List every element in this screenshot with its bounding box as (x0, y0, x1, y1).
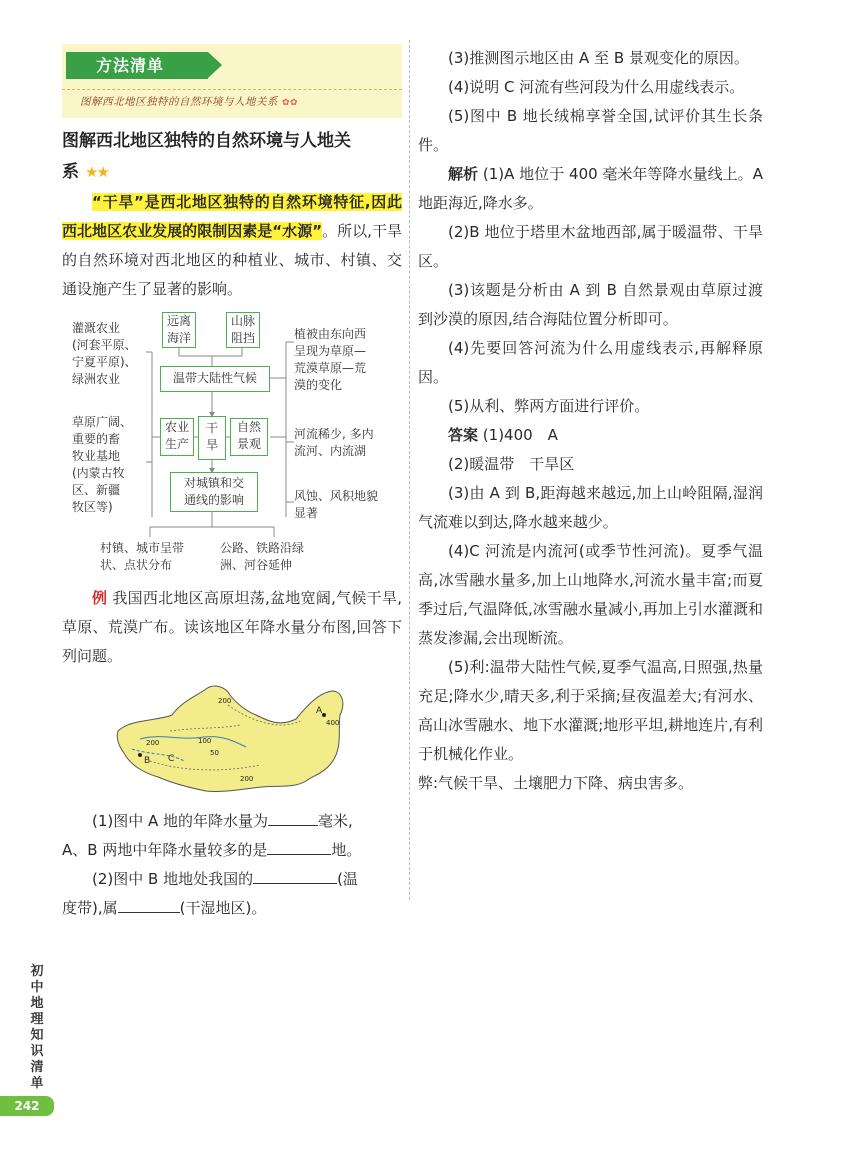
analysis-5: (5)从利、弊两方面进行评价。 (448, 397, 650, 415)
bottom-note-roads: 公路、铁路沿绿 洲、河谷延伸 (220, 541, 305, 572)
book-title-vertical: 初中地理知识清单 (30, 964, 44, 1091)
map-label-200c: 200 (240, 775, 254, 783)
column-divider (409, 40, 410, 900)
map-label-50: 50 (210, 749, 219, 757)
cause-box-ocean: 远离 海洋 (162, 312, 196, 348)
banner-divider (62, 89, 402, 90)
banner-tab: 方法清单 (66, 52, 208, 79)
question-4: (4)说明 C 河流有些河段为什么用虚线表示。 (448, 78, 745, 96)
answer-label: 答案 (448, 426, 479, 444)
section-title: 图解西北地区独特的自然环境与人地关 系 ★★ (62, 131, 351, 182)
map-label-a: A (316, 706, 323, 716)
climate-box: 温带大陆性气候 (160, 366, 270, 392)
analysis-4: (4)先要回答河流为什么用虚线表示,再解释原因。 (418, 339, 763, 386)
left-note-grassland: 草原广阔、 重要的畜 牧业基地 (内蒙古牧 区、新疆 牧区等) (72, 415, 133, 514)
question-5: (5)图中 B 地长绒棉享誉全国,试评价其生长条件。 (418, 107, 763, 154)
answer-blank[interactable] (268, 808, 318, 826)
page-number: 242 (0, 1096, 54, 1116)
map-label-100: 100 (198, 737, 212, 745)
question-1: (1)图中 A 地的年降水量为 毫米, A、B 两地中年降水量较多的是 地。 (62, 807, 402, 865)
relationship-diagram (62, 312, 402, 584)
map-label-b: B (144, 756, 151, 766)
analysis-2: (2)B 地位于塔里木盆地西部,属于暖温带、干旱区。 (418, 223, 763, 270)
answer-blank[interactable] (118, 895, 180, 913)
analysis-label: 解析 (448, 165, 479, 183)
map-label-400: 400 (326, 719, 340, 727)
method-banner (62, 44, 402, 118)
answer-3: (3)由 A 到 B,距海越来越远,加上山岭阻隔,湿润气流难以到达,降水越来越少。 (418, 484, 763, 531)
highlight-text: 因此西北地区农业发展的限制因素是“水源” (62, 193, 402, 240)
landscape-box: 自然 景观 (230, 418, 268, 456)
star-icon: ★★ (85, 163, 108, 181)
intro-paragraph: “干旱”是西北地区独特的自然环境特征,因此西北地区农业发展的限制因素是“水源”。所以,干旱的自然环境对西北地区的种植业、城市、村镇、交通设施产生了显著的影响。 (62, 193, 402, 298)
right-note-landform: 风蚀、风积地貌 显著 (294, 489, 379, 520)
answer-blank[interactable] (267, 837, 331, 855)
right-note-rivers: 河流稀少, 多内 流河、内流湖 (294, 427, 374, 458)
map-label-c: C (168, 754, 175, 764)
agri-box: 农业 生产 (160, 418, 194, 456)
answer-5: (5)利:温带大陆性气候,夏季气温高,日照强,热量充足;降水少,晴天多,利于采摘;昼夜温差大;有河水、高山冰雪融水、地下水灌溉;地形平坦,耕地连片,有利于机械化作业。 (418, 658, 763, 763)
star-icon: ✿✿ (282, 98, 299, 108)
map-label-200: 200 (218, 697, 232, 705)
left-column (62, 44, 402, 923)
right-column (418, 44, 763, 798)
answer-1: 答案 (1)400 A (448, 426, 558, 444)
analysis-3: (3)该题是分析由 A 到 B 自然景观由草原过渡到沙漠的原因,结合海陆位置分析即可。 (418, 281, 763, 328)
example-label: 例 (92, 589, 108, 607)
transport-box: 对城镇和交 通线的影响 (170, 472, 258, 512)
bottom-note-towns: 村镇、城市呈带 状、点状分布 (100, 541, 185, 572)
answer-5-cons: 弊:气候干旱、土壤肥力下降、病虫害多。 (418, 774, 694, 792)
dry-box: 干 旱 (198, 416, 226, 460)
highlight-text: “干旱”是西北地区独特的自然环境特征, (92, 193, 371, 211)
cause-box-mountain: 山脉 阻挡 (226, 312, 260, 348)
answer-2: (2)暖温带 干旱区 (448, 455, 575, 473)
map-label-200b: 200 (146, 739, 160, 747)
precipitation-map (110, 681, 354, 797)
answer-blank[interactable] (253, 866, 337, 884)
left-note-irrigation: 灌溉农业 (河套平原、 宁夏平原)、 绿洲农业 (72, 321, 137, 386)
right-note-vegetation: 植被由东向西 呈现为草原— 荒漠草原—荒 漠的变化 (294, 327, 367, 392)
analysis-1: 解析 (1)A 地位于 400 毫米年等降水量线上。A 地距海近,降水多。 (418, 165, 763, 212)
banner-subtitle: 图解西北地区独特的自然环境与人地关系 ✿✿ (80, 96, 299, 108)
example-text: 例 我国西北地区高原坦荡,盆地宽阔,气候干旱,草原、荒漠广布。读该地区年降水量分布图,回答下列问题。 (62, 589, 402, 665)
answer-4: (4)C 河流是内流河(或季节性河流)。夏季气温高,冰雪融水量多,加上山地降水,河流水量丰富;而夏季过后,气温降低,冰雪融水量减小,再加上引水灌溉和蒸发渗漏,会出现断流。 (418, 542, 763, 647)
question-3: (3)推测图示地区由 A 至 B 景观变化的原因。 (448, 49, 749, 67)
question-2: (2)图中 B 地地处我国的 (温 度带),属 (干湿地区)。 (62, 865, 402, 923)
